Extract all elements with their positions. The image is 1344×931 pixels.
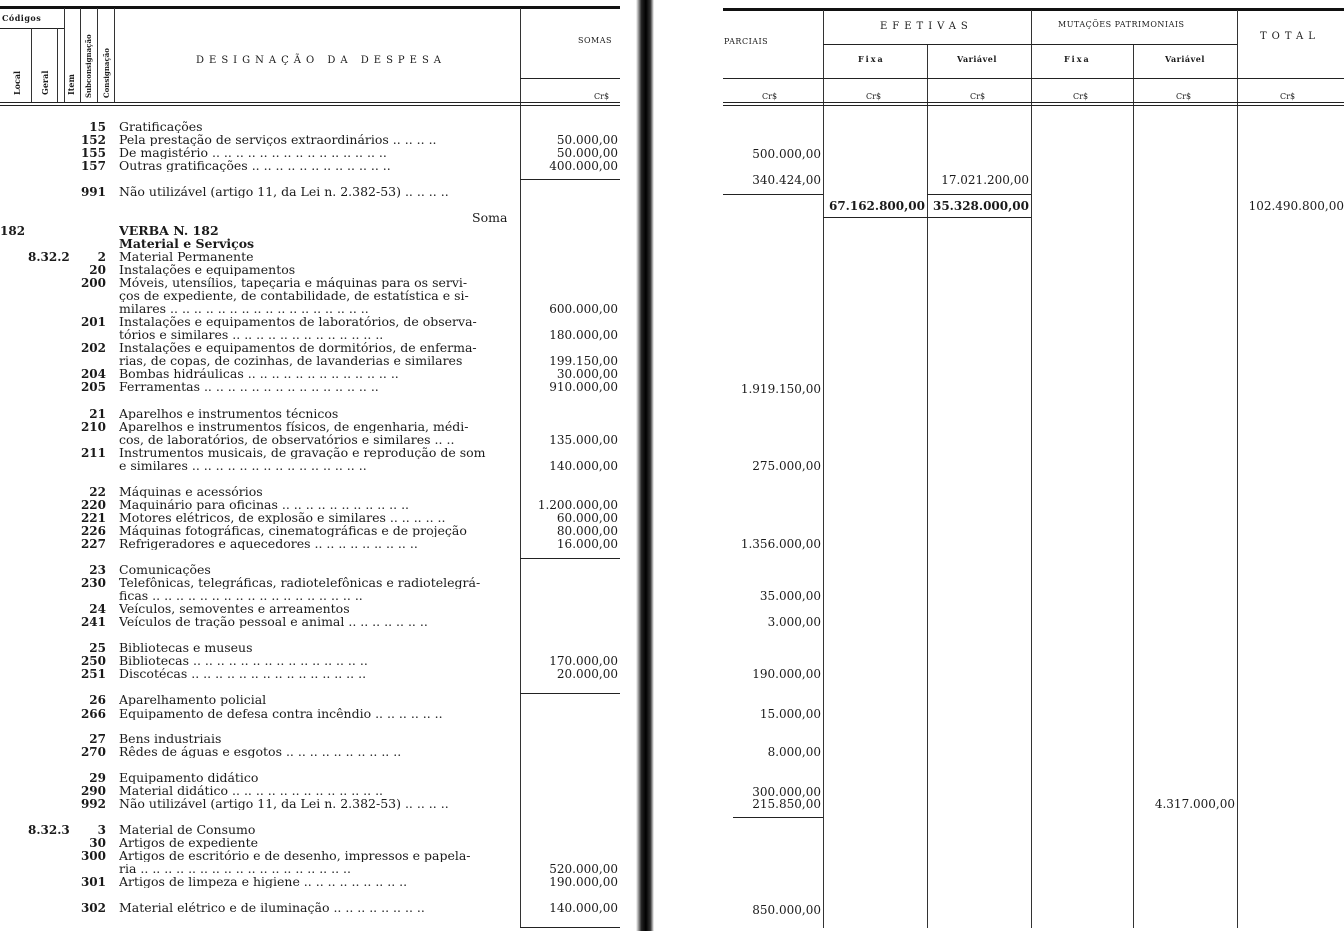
somas-underline xyxy=(520,78,620,79)
expense-description: Motores elétricos, de explosão e similares .. .. .. .. .. xyxy=(119,512,446,524)
expense-description: e similares .. .. .. .. .. .. .. .. .. .. .. .. .. .. .. xyxy=(119,460,367,472)
soma-value: 190.000,00 xyxy=(549,875,618,889)
item-code: 22 xyxy=(89,485,106,499)
parcial-value: 3.000,00 xyxy=(767,615,821,629)
soma-value: 520.000,00 xyxy=(549,862,618,876)
expense-description: Não utilizável (artigo 11, da Lei n. 2.382-53) .. .. .. .. xyxy=(119,798,449,810)
header-bottom-rule-2 xyxy=(0,105,620,106)
efetivas-header: EFETIVAS xyxy=(880,21,973,32)
item-code: 250 xyxy=(80,654,106,668)
right-header-bottom-rule-2 xyxy=(723,105,1344,106)
item-code: 26 xyxy=(89,693,106,707)
item-code: 21 xyxy=(89,407,106,421)
subtotal-rule xyxy=(927,194,1031,195)
expense-description: Artigos de escritório e de desenho, impressos e papela- xyxy=(119,850,471,862)
expense-description: Rêdes de águas e esgotos .. .. .. .. .. .. .. .. .. .. xyxy=(119,746,402,758)
subtotal-rule xyxy=(723,194,823,195)
expense-description: Veículos de tração pessoal e animal .. .. .. .. .. .. .. xyxy=(119,616,428,628)
mutacoes-fixa-header: Fixa xyxy=(1064,54,1091,64)
expense-description: Refrigeradores e aquecedores .. .. .. .. .. .. .. .. .. xyxy=(119,538,418,550)
col-divider xyxy=(1237,10,1238,928)
expense-description: Equipamento didático xyxy=(119,772,259,784)
codigos-label: Códigos xyxy=(2,13,42,23)
somas-header: SOMAS xyxy=(578,36,612,45)
item-code: 27 xyxy=(89,732,106,746)
mutacoes-variavel-value: 4.317.000,00 xyxy=(1154,797,1235,811)
mutacoes-variavel-header: Variável xyxy=(1165,54,1205,64)
item-code: 992 xyxy=(80,797,106,811)
item-code: 202 xyxy=(80,341,106,355)
col-divider xyxy=(823,10,824,928)
item-code: 220 xyxy=(80,498,106,512)
expense-description: tórios e similares .. .. .. .. .. .. .. .. .. .. .. .. .. xyxy=(119,329,384,341)
unit-rule xyxy=(723,78,1344,79)
header-bottom-rule xyxy=(0,102,620,103)
efetivas-variavel-header: Variável xyxy=(957,54,997,64)
parcial-value: 35.000,00 xyxy=(759,589,821,603)
soma-value: 60.000,00 xyxy=(556,511,618,525)
soma-value: 170.000,00 xyxy=(549,654,618,668)
expense-description: Telefônicas, telegráficas, radiotelefônicas e radiotelegrá- xyxy=(119,577,481,589)
item-code: 29 xyxy=(89,771,106,785)
expense-description: rias, de copas, de cozinhas, de lavanderias e similares xyxy=(119,355,463,367)
expense-description: Máquinas e acessórios xyxy=(119,486,263,498)
expense-description: Artigos de expediente xyxy=(119,837,259,849)
mutacoes-variavel-unit: Cr$ xyxy=(1176,92,1192,101)
soma-value: 30.000,00 xyxy=(556,367,618,381)
item-code: 991 xyxy=(80,185,106,199)
item-code: 157 xyxy=(80,159,106,173)
expense-description: Não utilizável (artigo 11, da Lei n. 2.382-53) .. .. .. .. xyxy=(119,186,449,198)
efetivas-variavel-unit: Cr$ xyxy=(970,92,986,101)
designacao-header: DESIGNAÇÃO DA DESPESA xyxy=(196,55,447,66)
item-code: 251 xyxy=(80,667,106,681)
expense-description: De magistério .. .. .. .. .. .. .. .. .. .. .. .. .. .. .. xyxy=(119,147,387,159)
expense-description: ficas .. .. .. .. .. .. .. .. .. .. .. .. .. .. .. .. .. .. xyxy=(119,590,363,602)
soma-value: 140.000,00 xyxy=(549,901,618,915)
local-header: Local xyxy=(12,70,22,95)
expense-description: Material didático .. .. .. .. .. .. .. .. .. .. .. .. .. xyxy=(119,785,384,797)
expense-description: VERBA N. 182 xyxy=(119,225,219,237)
item-code: 301 xyxy=(80,875,106,889)
item-code: 226 xyxy=(80,524,106,538)
consignacao-header: Consignação xyxy=(102,48,111,98)
expense-description: Soma xyxy=(472,212,508,224)
item-code: 210 xyxy=(80,420,106,434)
soma-value: 20.000,00 xyxy=(556,667,618,681)
expense-description: Comunicações xyxy=(119,564,211,576)
subtotal-rule xyxy=(520,927,620,928)
item-code: 20 xyxy=(89,263,106,277)
expense-description: Bibliotecas .. .. .. .. .. .. .. .. .. .. .. .. .. .. .. xyxy=(119,655,368,667)
item-code: 230 xyxy=(80,576,106,590)
subtotal-rule xyxy=(520,558,620,559)
grand-total-value: 102.490.800,00 xyxy=(1248,199,1344,213)
item-code: 204 xyxy=(80,367,106,381)
total-header: TOTAL xyxy=(1260,31,1320,42)
item-code: 221 xyxy=(80,511,106,525)
item-code: 266 xyxy=(80,707,106,721)
parcial-value: 500.000,00 xyxy=(752,147,821,161)
soma-value: 140.000,00 xyxy=(549,459,618,473)
col-divider xyxy=(1031,10,1032,928)
item-code: 30 xyxy=(89,836,106,850)
top-rule-right xyxy=(723,8,1344,11)
item-code: 152 xyxy=(80,133,106,147)
soma-value: 16.000,00 xyxy=(556,537,618,551)
item-code: 290 xyxy=(80,784,106,798)
parcial-value: 850.000,00 xyxy=(752,903,821,917)
item-code: 15 xyxy=(89,120,106,134)
expense-description: Pela prestação de serviços extraordinários .. .. .. .. xyxy=(119,134,437,146)
expense-description: Material Permanente xyxy=(119,251,254,263)
efetivas-variavel-value: 17.021.200,00 xyxy=(941,173,1029,187)
expense-description: Material de Consumo xyxy=(119,824,256,836)
parcial-value: 300.000,00 xyxy=(752,785,821,799)
expense-description: Artigos de limpeza e higiene .. .. .. .. .. .. .. .. .. xyxy=(119,876,408,888)
item-code: 300 xyxy=(80,849,106,863)
expense-description: Móveis, utensílios, tapeçaria e máquinas para os servi- xyxy=(119,277,468,289)
item-code: 3 xyxy=(97,823,106,837)
parcial-value: 1.356.000,00 xyxy=(740,537,821,551)
soma-value: 199.150,00 xyxy=(549,354,618,368)
item-code: 227 xyxy=(80,537,106,551)
subtotal-rule xyxy=(520,693,620,694)
expense-description: Instalações e equipamentos de dormitórios, de enferma- xyxy=(119,342,477,354)
local-code: 182 xyxy=(0,224,26,238)
expense-description: Veículos, semoventes e arreamentos xyxy=(119,603,350,615)
efetivas-fixa-header: Fixa xyxy=(858,54,885,64)
subheader-rule xyxy=(823,44,1237,45)
right-header-bottom-rule xyxy=(723,102,1344,103)
soma-value: 80.000,00 xyxy=(556,524,618,538)
expense-description: Instrumentos musicais, de gravação e reprodução de som xyxy=(119,447,486,459)
expense-description: Ferramentas .. .. .. .. .. .. .. .. .. .. .. .. .. .. .. xyxy=(119,381,379,393)
geral-header: Geral xyxy=(40,70,50,95)
item-code: 205 xyxy=(80,380,106,394)
item-header: Item xyxy=(66,74,76,95)
item-code: 302 xyxy=(80,901,106,915)
col-divider xyxy=(64,8,65,102)
expense-description: Bombas hidráulicas .. .. .. .. .. .. .. .. .. .. .. .. .. xyxy=(119,368,399,380)
soma-value: 180.000,00 xyxy=(549,328,618,342)
local-code: 8.32.2 xyxy=(28,250,70,264)
expense-description: Discotécas .. .. .. .. .. .. .. .. .. .. .. .. .. .. .. xyxy=(119,668,367,680)
expense-description: ria .. .. .. .. .. .. .. .. .. .. .. .. .. .. .. .. .. .. xyxy=(119,863,351,875)
local-code: 8.32.3 xyxy=(28,823,70,837)
expense-description: Bens industriais xyxy=(119,733,222,745)
expense-description: Aparelhos e instrumentos técnicos xyxy=(119,408,339,420)
parcial-value: 215.850,00 xyxy=(752,797,821,811)
codigos-underline xyxy=(0,28,64,29)
subtotal-rule xyxy=(733,817,823,818)
soma-value: 50.000,00 xyxy=(556,146,618,160)
soma-value: 600.000,00 xyxy=(549,302,618,316)
book-gutter xyxy=(636,0,654,931)
efetivas-variavel-total: 35.328.000,00 xyxy=(932,199,1029,213)
item-code: 211 xyxy=(80,446,106,460)
mutacoes-header: MUTAÇÕES PATRIMONIAIS xyxy=(1058,20,1185,29)
expense-description: Bibliotecas e museus xyxy=(119,642,253,654)
expense-description: Instalações e equipamentos xyxy=(119,264,296,276)
expense-description: Outras gratificações .. .. .. .. .. .. .. .. .. .. .. .. xyxy=(119,160,391,172)
col-divider xyxy=(80,8,81,102)
top-rule-left xyxy=(0,6,620,9)
col-divider xyxy=(114,8,115,102)
subtotal-rule xyxy=(520,179,620,180)
expense-description: Material e Serviços xyxy=(119,238,255,250)
expense-description: Maquinário para oficinas .. .. .. .. .. .. .. .. .. .. .. xyxy=(119,499,410,511)
col-divider xyxy=(31,28,32,102)
soma-value: 400.000,00 xyxy=(549,159,618,173)
expense-description: Máquinas fotográficas, cinematográficas e de projeção xyxy=(119,525,467,537)
parciais-header: PARCIAIS xyxy=(724,37,769,46)
parcial-value: 190.000,00 xyxy=(752,667,821,681)
item-code: 25 xyxy=(89,641,106,655)
item-code: 200 xyxy=(80,276,106,290)
col-divider xyxy=(57,28,58,102)
soma-value: 1.200.000,00 xyxy=(537,498,618,512)
expense-description: Gratificações xyxy=(119,121,203,133)
soma-rule xyxy=(823,217,1031,218)
soma-value: 50.000,00 xyxy=(556,133,618,147)
expense-description: cos, de laboratórios, de observatórios e similares .. .. xyxy=(119,434,455,446)
total-unit: Cr$ xyxy=(1280,92,1296,101)
item-code: 155 xyxy=(80,146,106,160)
soma-value: 910.000,00 xyxy=(549,380,618,394)
parcial-value: 275.000,00 xyxy=(752,459,821,473)
item-code: 201 xyxy=(80,315,106,329)
item-code: 23 xyxy=(89,563,106,577)
subconsignacao-header: Subconsignação xyxy=(84,34,93,98)
parcial-value: 15.000,00 xyxy=(759,707,821,721)
mutacoes-fixa-unit: Cr$ xyxy=(1073,92,1089,101)
expense-description: ços de expediente, de contabilidade, de estatística e si- xyxy=(119,290,469,302)
expense-description: Aparelhamento policial xyxy=(119,694,267,706)
item-code: 24 xyxy=(89,602,106,616)
expense-description: Instalações e equipamentos de laboratórios, de observa- xyxy=(119,316,477,328)
efetivas-fixa-unit: Cr$ xyxy=(866,92,882,101)
expense-description: Material elétrico e de iluminação .. .. .. .. .. .. .. .. xyxy=(119,902,425,914)
item-code: 2 xyxy=(97,250,106,264)
expense-description: Aparelhos e instrumentos físicos, de engenharia, médi- xyxy=(119,421,469,433)
col-divider xyxy=(97,8,98,102)
parcial-value: 1.919.150,00 xyxy=(740,382,821,396)
parciais-unit: Cr$ xyxy=(762,92,778,101)
somas-unit: Cr$ xyxy=(594,92,610,101)
soma-value: 135.000,00 xyxy=(549,433,618,447)
item-code: 270 xyxy=(80,745,106,759)
expense-description: Equipamento de defesa contra incêndio .. .. .. .. .. .. xyxy=(119,708,443,720)
parcial-value: 8.000,00 xyxy=(767,745,821,759)
efetivas-fixa-total: 67.162.800,00 xyxy=(828,199,925,213)
item-code: 241 xyxy=(80,615,106,629)
col-divider xyxy=(1133,44,1134,928)
expense-description: milares .. .. .. .. .. .. .. .. .. .. .. .. .. .. .. .. .. xyxy=(119,303,369,315)
parcial-value: 340.424,00 xyxy=(752,173,821,187)
